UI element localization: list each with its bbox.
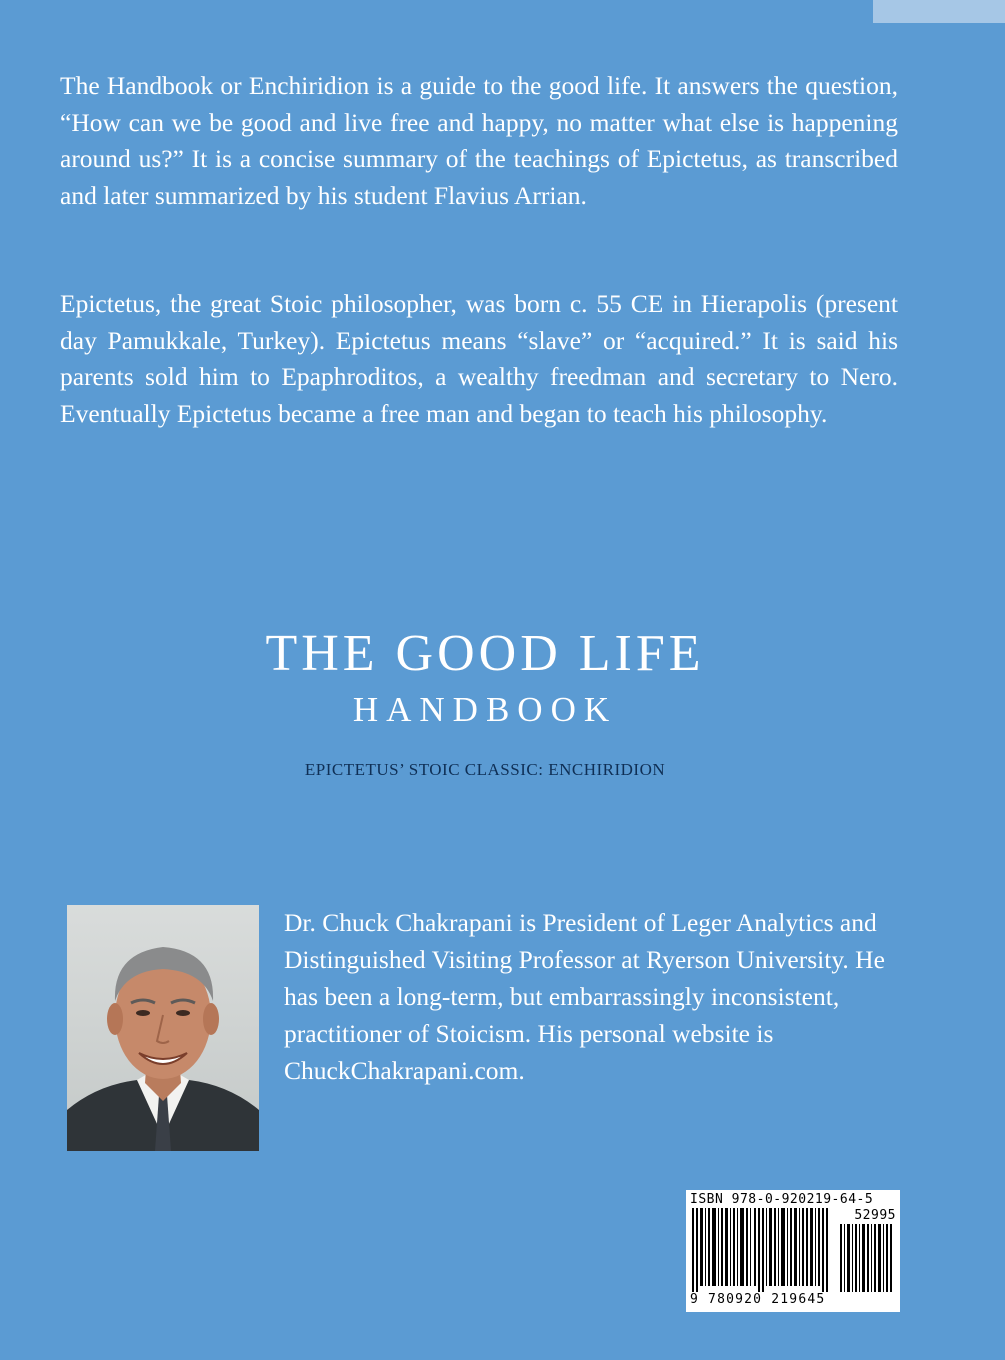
price-code: 52995	[854, 1208, 896, 1223]
isbn-label: ISBN 978-0-920219-64-5	[690, 1192, 874, 1207]
author-portrait-illustration	[67, 905, 259, 1151]
price-addon-bars	[838, 1224, 896, 1292]
description-paragraph-1: The Handbook or Enchiridion is a guide to the good life. It answers the question, “How can we be good and live free and happy, no matter what else is happening around us?” It is a concise summary of the teachings of Epictetus, as transcribed and later summarized by his student Flavius Arrian.	[60, 71, 898, 210]
book-title: THE GOOD LIFE	[265, 625, 705, 682]
description-paragraph-2: Epictetus, the great Stoic philosopher, was born c. 55 CE in Hierapolis (present day Pamukkale, Turkey). Epictetus means “slave” or “acquired.” It is said his parents sold him to Epaphroditos, a wealthy freedman and secretary to Nero. Eventually Epictetus became a free man and began to teach his philosophy.	[60, 289, 898, 428]
isbn-barcode	[686, 1190, 900, 1312]
book-series-line: EPICTETUS’ STOIC CLASSIC: ENCHIRIDION	[304, 760, 666, 779]
corner-tab	[873, 0, 1005, 23]
author-bio: Dr. Chuck Chakrapani is President of Leger Analytics and Distinguished Visiting Professor at Ryerson University. He has been a long-term, but embarrassingly inconsistent, practitioner of Stoicism. His personal website is ChuckChakrapani.com.	[284, 908, 885, 1085]
ean-barcode-bars	[690, 1208, 832, 1292]
ean-digits: 9 780920 219645	[690, 1292, 826, 1307]
book-subtitle: HANDBOOK	[352, 690, 618, 729]
author-photo	[67, 905, 259, 1151]
